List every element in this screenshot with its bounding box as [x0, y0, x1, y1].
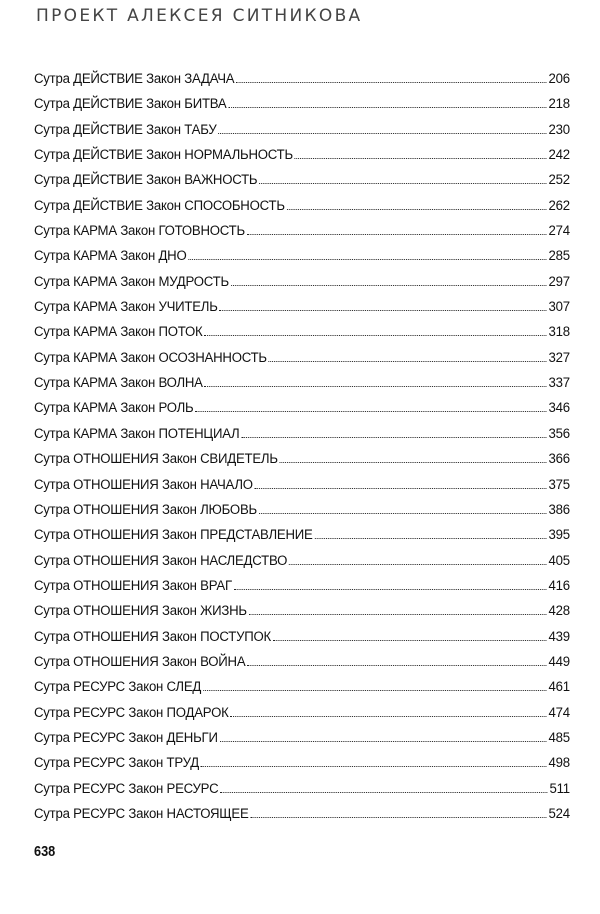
toc-entry-page: 428	[548, 603, 570, 620]
toc-entry-page: 485	[548, 729, 570, 746]
toc-entry-title: Сутра РЕСУРС Закон СЛЕД	[34, 679, 202, 696]
toc-entry-page: 366	[548, 451, 570, 468]
toc-entry	[34, 553, 570, 578]
toc-dot-leader	[204, 335, 546, 336]
toc-entry-title: Сутра РЕСУРС Закон НАСТОЯЩЕЕ	[34, 805, 249, 822]
toc-dot-leader	[247, 665, 546, 666]
toc-entry-page: 416	[548, 577, 570, 594]
toc-entry-title: Сутра ДЕЙСТВИЕ Закон НОРМАЛЬНОСТЬ	[34, 147, 293, 164]
toc-entry	[34, 730, 570, 755]
toc-entry	[34, 679, 570, 704]
toc-entry	[34, 198, 570, 223]
toc-entry	[34, 781, 570, 806]
toc-entry	[34, 350, 570, 375]
toc-entry-page: 318	[548, 324, 570, 341]
toc-entry-page: 449	[548, 653, 570, 670]
toc-entry-page: 439	[548, 628, 570, 645]
toc-dot-leader	[203, 690, 547, 691]
toc-entry-title: Сутра ОТНОШЕНИЯ Закон ЛЮБОВЬ	[34, 501, 257, 518]
toc-entry-page: 356	[548, 425, 570, 442]
toc-dot-leader	[220, 310, 547, 311]
toc-entry	[34, 578, 570, 603]
toc-entry	[34, 122, 570, 147]
toc-entry-page: 346	[548, 400, 570, 417]
toc-entry	[34, 755, 570, 780]
toc-entry-title: Сутра ОТНОШЕНИЯ Закон ВРАГ	[34, 577, 232, 594]
toc-entry	[34, 248, 570, 273]
toc-entry	[34, 223, 570, 248]
toc-entry-page: 206	[548, 71, 570, 87]
toc-entry	[34, 172, 570, 197]
toc-entry	[34, 603, 570, 628]
toc-entry	[34, 502, 570, 527]
toc-dot-leader	[205, 386, 547, 387]
toc-entry-title: Сутра РЕСУРС Закон ДЕНЬГИ	[34, 729, 218, 746]
toc-entry-page: 285	[548, 248, 570, 265]
toc-entry-title: Сутра ДЕЙСТВИЕ Закон ВАЖНОСТЬ	[34, 172, 258, 189]
toc-entry	[34, 477, 570, 502]
toc-entry	[34, 629, 570, 654]
toc-dot-leader	[287, 209, 547, 210]
toc-dot-leader	[269, 361, 547, 362]
toc-entry-title: Сутра ОТНОШЕНИЯ Закон ПРЕДСТАВЛЕНИЕ	[34, 527, 313, 544]
toc-dot-leader	[241, 437, 546, 438]
toc-dot-leader	[255, 488, 547, 489]
toc-entry-title: Сутра ОТНОШЕНИЯ Закон ВОЙНА	[34, 653, 246, 670]
toc-dot-leader	[231, 285, 547, 286]
toc-entry-title: Сутра КАРМА Закон ВОЛНА	[34, 375, 203, 392]
toc-entry-page: 297	[548, 273, 570, 290]
toc-entry-page: 307	[548, 299, 570, 316]
toc-entry	[34, 705, 570, 730]
toc-entry-title: Сутра КАРМА Закон РОЛЬ	[34, 400, 194, 417]
toc-dot-leader	[259, 513, 547, 514]
toc-entry-page: 474	[548, 704, 570, 721]
toc-entry-title: Сутра РЕСУРС Закон ТРУД	[34, 755, 199, 772]
toc-entry	[34, 654, 570, 679]
toc-dot-leader	[295, 158, 547, 159]
toc-entry	[34, 527, 570, 552]
toc-entry	[34, 400, 570, 425]
toc-entry-title: Сутра КАРМА Закон ПОТОК	[34, 324, 203, 341]
toc-entry-title: Сутра ДЕЙСТВИЕ Закон ТАБУ	[34, 121, 217, 138]
toc-entry-page: 395	[548, 527, 570, 544]
toc-entry-page: 252	[548, 172, 570, 189]
toc-dot-leader	[289, 564, 547, 565]
toc-dot-leader	[314, 538, 546, 539]
toc-entry-page: 218	[548, 96, 570, 113]
toc-entry-title: Сутра КАРМА Закон ОСОЗНАННОСТЬ	[34, 349, 267, 366]
toc-entry-title: Сутра КАРМА Закон ГОТОВНОСТЬ	[34, 223, 245, 240]
toc-entry-title: Сутра ОТНОШЕНИЯ Закон ЖИЗНЬ	[34, 603, 247, 620]
toc-entry-page: 337	[548, 375, 570, 392]
toc-dot-leader	[188, 259, 546, 260]
toc-entry-title: Сутра КАРМА Закон ПОТЕНЦИАЛ	[34, 425, 240, 442]
toc-entry-page: 262	[548, 197, 570, 214]
toc-dot-leader	[228, 107, 546, 108]
toc-entry-title: Сутра ОТНОШЕНИЯ Закон НАСЛЕДСТВО	[34, 552, 288, 569]
toc-dot-leader	[247, 234, 547, 235]
toc-entry-title: Сутра КАРМА Закон ДНО	[34, 248, 187, 265]
toc-dot-leader	[195, 411, 546, 412]
toc-entry	[34, 274, 570, 299]
toc-entry-page: 375	[548, 476, 570, 493]
toc-entry-page: 327	[548, 349, 570, 366]
toc-entry	[34, 299, 570, 324]
toc-entry-page: 405	[548, 552, 570, 569]
toc-dot-leader	[273, 640, 547, 641]
toc-entry-title: Сутра КАРМА Закон УЧИТЕЛЬ	[34, 299, 218, 316]
toc-entry	[34, 451, 570, 476]
page-number: 638	[34, 843, 56, 860]
toc-entry-title: Сутра ОТНОШЕНИЯ Закон ПОСТУПОК	[34, 628, 271, 645]
toc-entry-page: 230	[548, 121, 570, 138]
toc-entry-title: Сутра ОТНОШЕНИЯ Закон СВИДЕТЕЛЬ	[34, 451, 278, 468]
toc-dot-leader	[280, 462, 547, 463]
toc-entry-page: 274	[548, 223, 570, 240]
toc-dot-leader	[201, 766, 547, 767]
toc-entry-page: 461	[548, 679, 570, 696]
toc-entry-title: Сутра РЕСУРС Закон РЕСУРС	[34, 780, 219, 797]
toc-entry-title: Сутра КАРМА Закон МУДРОСТЬ	[34, 273, 229, 290]
toc-entry-title: Сутра ОТНОШЕНИЯ Закон НАЧАЛО	[34, 476, 253, 493]
toc-entry-title: Сутра ДЕЙСТВИЕ Закон ЗАДАЧА	[34, 71, 235, 87]
toc-dot-leader	[218, 133, 546, 134]
toc-entry	[34, 96, 570, 121]
toc-entry	[34, 806, 570, 831]
toc-entry	[34, 375, 570, 400]
toc-entry-page: 498	[548, 755, 570, 772]
toc-dot-leader	[220, 741, 547, 742]
toc-dot-leader	[259, 183, 546, 184]
toc-dot-leader	[249, 614, 547, 615]
toc-entry	[34, 324, 570, 349]
toc-dot-leader	[236, 82, 546, 83]
toc-entry-page: 511	[549, 780, 570, 797]
toc-entry-title: Сутра ДЕЙСТВИЕ Закон СПОСОБНОСТЬ	[34, 197, 285, 214]
toc-entry-page: 242	[548, 147, 570, 164]
toc-dot-leader	[230, 716, 546, 717]
toc-entry-title: Сутра ДЕЙСТВИЕ Закон БИТВА	[34, 96, 227, 113]
toc-entry	[34, 147, 570, 172]
table-of-contents	[34, 71, 570, 831]
toc-dot-leader	[220, 792, 547, 793]
toc-dot-leader	[234, 589, 547, 590]
toc-dot-leader	[250, 817, 546, 818]
toc-entry-page: 524	[548, 805, 570, 822]
toc-entry	[34, 71, 570, 96]
toc-entry	[34, 426, 570, 451]
running-head: ПРОЕКТ АЛЕКСЕЯ СИТНИКОВА	[36, 6, 363, 26]
toc-entry-title: Сутра РЕСУРС Закон ПОДАРОК	[34, 704, 229, 721]
toc-entry-page: 386	[548, 501, 570, 518]
